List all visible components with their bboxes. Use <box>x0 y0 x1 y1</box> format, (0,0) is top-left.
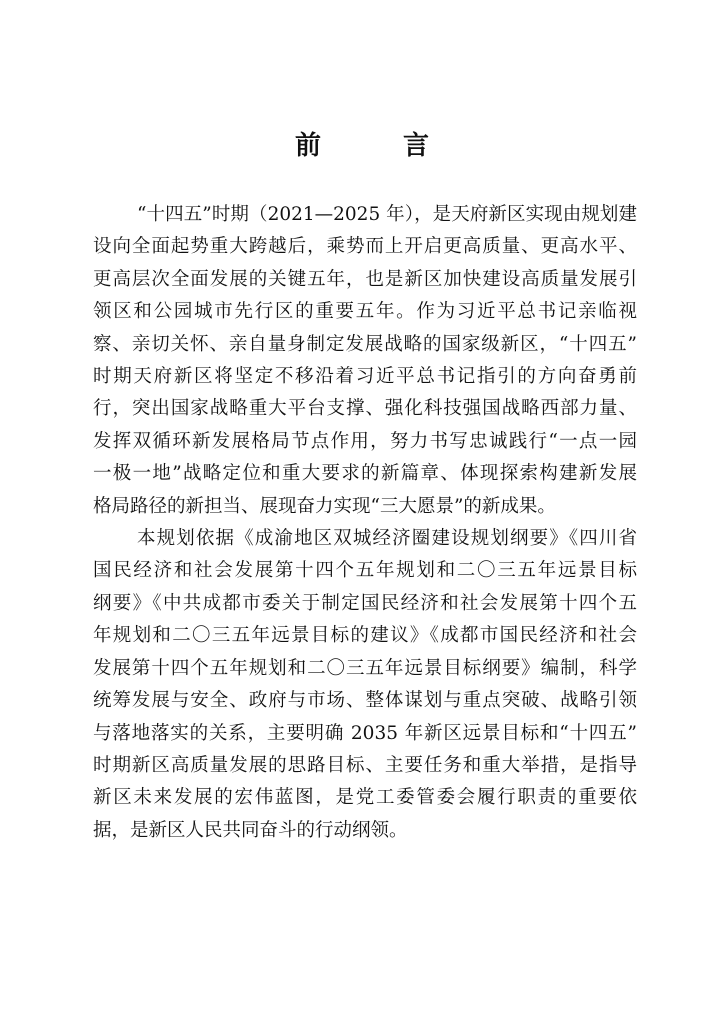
text-line: 发展第十四个五年规划和二〇三五年远景目标纲要》编制，科学 <box>93 657 637 679</box>
text-line: 领区和公园城市先行区的重要五年。作为习近平总书记亲临视 <box>93 301 637 323</box>
text-line: 本规划依据《成渝地区双城经济圈建设规划纲要》《四川省 <box>137 528 637 550</box>
text-line: 国民经济和社会发展第十四个五年规划和二〇三五年远景目标 <box>93 560 637 582</box>
paragraph-1 <box>93 199 637 523</box>
text-line: 统筹发展与安全、政府与市场、整体谋划与重点突破、战略引领 <box>93 690 637 712</box>
text-line: 察、亲切关怀、亲自量身制定发展战略的国家级新区，“十四五” <box>93 333 637 355</box>
text-line: 据，是新区人民共同奋斗的行动纲领。 <box>93 819 408 841</box>
text-line: 设向全面起势重大跨越后，乘势而上开启更高质量、更高水平、 <box>93 236 637 258</box>
body-text <box>93 199 637 847</box>
page-title: 前 言 <box>294 131 457 161</box>
text-line: 新区未来发展的宏伟蓝图，是党工委管委会履行职责的重要依 <box>93 787 637 809</box>
text-line: 与落地落实的关系，主要明确 2035 年新区远景目标和“十四五” <box>93 722 637 744</box>
text-line: 发挥双循环新发展格局节点作用，努力书写忠诚践行“一点一园 <box>93 430 637 452</box>
text-line: 更高层次全面发展的关键五年，也是新区加快建设高质量发展引 <box>93 268 637 290</box>
text-line: 纲要》《中共成都市委关于制定国民经济和社会发展第十四个五 <box>93 592 637 614</box>
text-line: 行，突出国家战略重大平台支撑、强化科技强国战略西部力量、 <box>93 398 637 420</box>
text-line: 时期新区高质量发展的思路目标、主要任务和重大举措，是指导 <box>93 754 637 776</box>
text-line: 格局路径的新担当、展现奋力实现“三大愿景”的新成果。 <box>93 495 556 517</box>
text-line: 年规划和二〇三五年远景目标的建议》《成都市国民经济和社会 <box>93 625 637 647</box>
paragraph-2 <box>93 523 637 847</box>
text-line: 一极一地”战略定位和重大要求的新篇章、体现探索构建新发展 <box>93 463 637 485</box>
text-line: “十四五”时期（2021—2025 年），是天府新区实现由规划建 <box>137 204 637 225</box>
text-line: 时期天府新区将坚定不移沿着习近平总书记指引的方向奋勇前 <box>93 366 637 388</box>
